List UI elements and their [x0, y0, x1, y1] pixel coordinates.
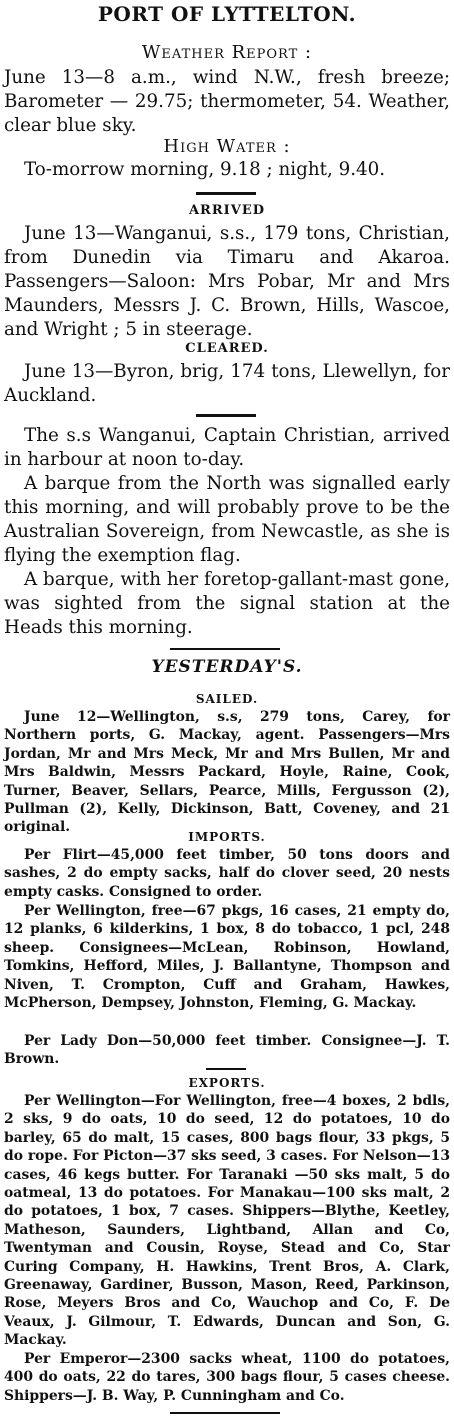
- divider: [170, 1412, 280, 1414]
- weather-heading: Weather Report :: [141, 42, 313, 63]
- import-item: Per Lady Don—50,000 feet timber. Consignee—J. T. Brown.: [4, 1033, 450, 1068]
- imports-heading: IMPORTS.: [188, 830, 266, 844]
- import-item: Per Flirt—45,000 feet timber, 50 tons doors and sashes, 2 do empty sacks, half do clover seed, 20 nests empty casks. Consigned to order.: [4, 847, 450, 900]
- news-item: A barque from the North was signalled early this morning, and will probably prove to be the Australian Sovereign, from Newcastle, as she is flying the exemption flag.: [4, 473, 450, 566]
- page-title: PORT OF LYTTELTON.: [97, 2, 357, 26]
- divider: [206, 1068, 246, 1070]
- news-item: The s.s Wanganui, Captain Christian, arrived in harbour at noon to-day.: [4, 425, 450, 470]
- arrived-text: June 13—Wanganui, s.s., 179 tons, Christian, from Dunedin via Timaru and Akaroa. Passengers—Saloon: Mrs Pobar, Mr and Mrs Maunders, Messrs J. C. Brown, Hills, Wascoe, and Wright ; 5 in steerage.: [4, 223, 450, 340]
- news-item: A barque, with her foretop-gallant-mast gone, was sighted from the signal station at the Heads this morning.: [4, 569, 450, 638]
- arrived-heading: ARRIVED: [188, 203, 266, 218]
- export-item: Per Wellington—For Wellington, free—4 boxes, 2 bdls, 2 sks, 9 do oats, 10 do seed, 12 do potatoes, 10 do barley, 65 do malt, 15 cases, 800 bags flour, 33 pkgs, 5 do rope. For Picton—37 sks seed, 3 cases. For Nelson—13 cases, 46 kegs butter. For Taranaki —50 sks malt, 5 do oatmeal, 13 do potatoes. For Manakau—100 sks malt, 2 do potatoes, 1 box, 7 cases. Shippers—Blythe, Keetley, Matheson, Saunders, Lightband, Allan and Co, Twentyman and Cousin, Royse, Stead and Co, Star Curing Company, H. Hawkins, Trent Bros, A. Clark, Greenaway, Gardiner, Busson, Mason, Reed, Parkinson, Rose, Meyers Bros and Co, Wauchop and Co, F. De Veaux, J. Gilmour, T. Edwards, Duncan and Son, G. Mackay.: [4, 1093, 450, 1349]
- cleared-text: June 13—Byron, brig, 174 tons, Llewellyn, for Auckland.: [4, 361, 450, 406]
- divider: [170, 648, 280, 650]
- yesterdays-heading: YESTERDAY'S.: [151, 657, 303, 677]
- sailed-heading: SAILED.: [195, 692, 259, 706]
- cleared-heading: CLEARED.: [185, 341, 269, 356]
- import-item: Per Wellington, free—67 pkgs, 16 cases, 21 empty do, 12 planks, 6 kilderkins, 1 box, 8 do tobacco, 1 pcl, 248 sheep. Consignees—McLean, Robinson, Howland, Tomkins, Hefford, Miles, J. Ballantyne, Thompson and Niven, T. Crompton, Cuff and Graham, Hawkes, McPherson, Dempsey, Johnston, Fleming, G. Mackay.: [4, 903, 450, 1012]
- sailed-text: June 12—Wellington, s.s, 279 tons, Carey, for Northern ports, G. Mackay, agent. Passengers—Mrs Jordan, Mr and Mrs Meck, Mr and Mrs Bullen, Mr and Mrs Baldwin, Messrs Packard, Hoyle, Raine, Cook, Turner, Beaver, Sellars, Pearce, Mills, Fergusson (2), Pullman (2), Kelly, Dickinson, Batt, Coveney, and 21 original.: [4, 709, 450, 836]
- high-water-text: To-morrow morning, 9.18 ; night, 9.40.: [24, 159, 386, 180]
- exports-heading: EXPORTS.: [188, 1076, 266, 1090]
- high-water-heading: High Water :: [163, 136, 291, 157]
- weather-text: June 13—8 a.m., wind N.W., fresh breeze; Barometer — 29.75; thermometer, 54. Weather, clear blue sky.: [4, 67, 450, 136]
- divider: [196, 192, 256, 195]
- divider: [196, 414, 256, 417]
- export-item: Per Emperor—2300 sacks wheat, 1100 do potatoes, 400 do oats, 22 do tares, 300 bags flour, 5 cases cheese. Shippers—J. B. Way, P. Cunningham and Co.: [4, 1351, 450, 1404]
